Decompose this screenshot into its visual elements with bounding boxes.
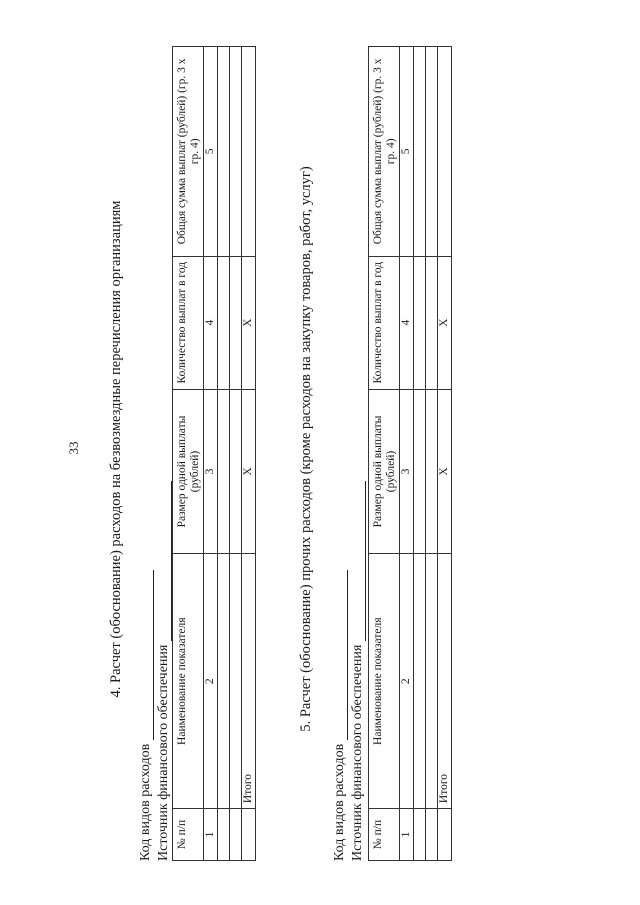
table-total-row bbox=[241, 47, 255, 861]
total-x-size: X bbox=[241, 389, 255, 554]
table-row bbox=[413, 47, 425, 861]
colnum-2: 2 bbox=[400, 554, 414, 809]
table-header-row bbox=[173, 47, 204, 861]
section-4-source-row bbox=[156, 481, 172, 861]
colnum-4: 4 bbox=[400, 256, 414, 389]
header-count: Количество выплат в год bbox=[369, 256, 400, 389]
section-4-source-field bbox=[157, 481, 172, 641]
table-total-row bbox=[437, 47, 451, 861]
section-5-title: 5. Расчет (обоснование) прочих расходов (кроме расходов на закупку товаров, работ, услуг) bbox=[298, 166, 314, 732]
rotated-page-content bbox=[72, 9, 592, 889]
table-colnum-row bbox=[204, 47, 218, 861]
header-name: Наименование показателя bbox=[369, 554, 400, 809]
section-5-code-row bbox=[332, 570, 348, 861]
header-num: № п/п bbox=[173, 809, 204, 861]
section-5-source-row bbox=[350, 481, 366, 861]
colnum-5: 5 bbox=[400, 47, 414, 257]
total-x-count: X bbox=[437, 256, 451, 389]
total-x-size: X bbox=[437, 389, 451, 554]
section-5-source-field bbox=[351, 481, 366, 641]
section-4-source-label: Источник финансового обеспечения bbox=[156, 644, 171, 861]
header-total: Общая сумма выплат (рублей) (гр. 3 х гр. 4) bbox=[369, 47, 400, 257]
section-4-code-label: Код видов расходов bbox=[138, 743, 153, 861]
section-4-code-field bbox=[139, 570, 154, 740]
section-5-table bbox=[368, 46, 452, 861]
header-size: Размер одной выплаты (рублей) bbox=[369, 389, 400, 554]
colnum-1: 1 bbox=[400, 809, 414, 861]
table-colnum-row bbox=[400, 47, 414, 861]
header-count: Количество выплат в год bbox=[173, 256, 204, 389]
total-label: Итого bbox=[437, 554, 451, 809]
table-header-row bbox=[369, 47, 400, 861]
total-label: Итого bbox=[241, 554, 255, 809]
header-total: Общая сумма выплат (рублей) (гр. 3 х гр. 4) bbox=[173, 47, 204, 257]
header-size: Размер одной выплаты (рублей) bbox=[173, 389, 204, 554]
colnum-3: 3 bbox=[400, 389, 414, 554]
table-row bbox=[425, 47, 437, 861]
table-row bbox=[229, 47, 241, 861]
page-number: 33 bbox=[66, 441, 81, 455]
section-4-table bbox=[172, 46, 256, 861]
section-4-code-row bbox=[138, 570, 154, 861]
section-5-source-label: Источник финансового обеспечения bbox=[350, 644, 365, 861]
colnum-4: 4 bbox=[204, 256, 218, 389]
section-5-code-label: Код видов расходов bbox=[332, 743, 347, 861]
total-x-count: X bbox=[241, 256, 255, 389]
colnum-5: 5 bbox=[204, 47, 218, 257]
table-row bbox=[217, 47, 229, 861]
header-num: № п/п bbox=[369, 809, 400, 861]
section-4-title: 4. Расчет (обоснование) расходов на безвозмездные перечисления организациям bbox=[108, 200, 124, 698]
colnum-1: 1 bbox=[204, 809, 218, 861]
colnum-2: 2 bbox=[204, 554, 218, 809]
section-5-code-field bbox=[333, 570, 348, 740]
colnum-3: 3 bbox=[204, 389, 218, 554]
header-name: Наименование показателя bbox=[173, 554, 204, 809]
